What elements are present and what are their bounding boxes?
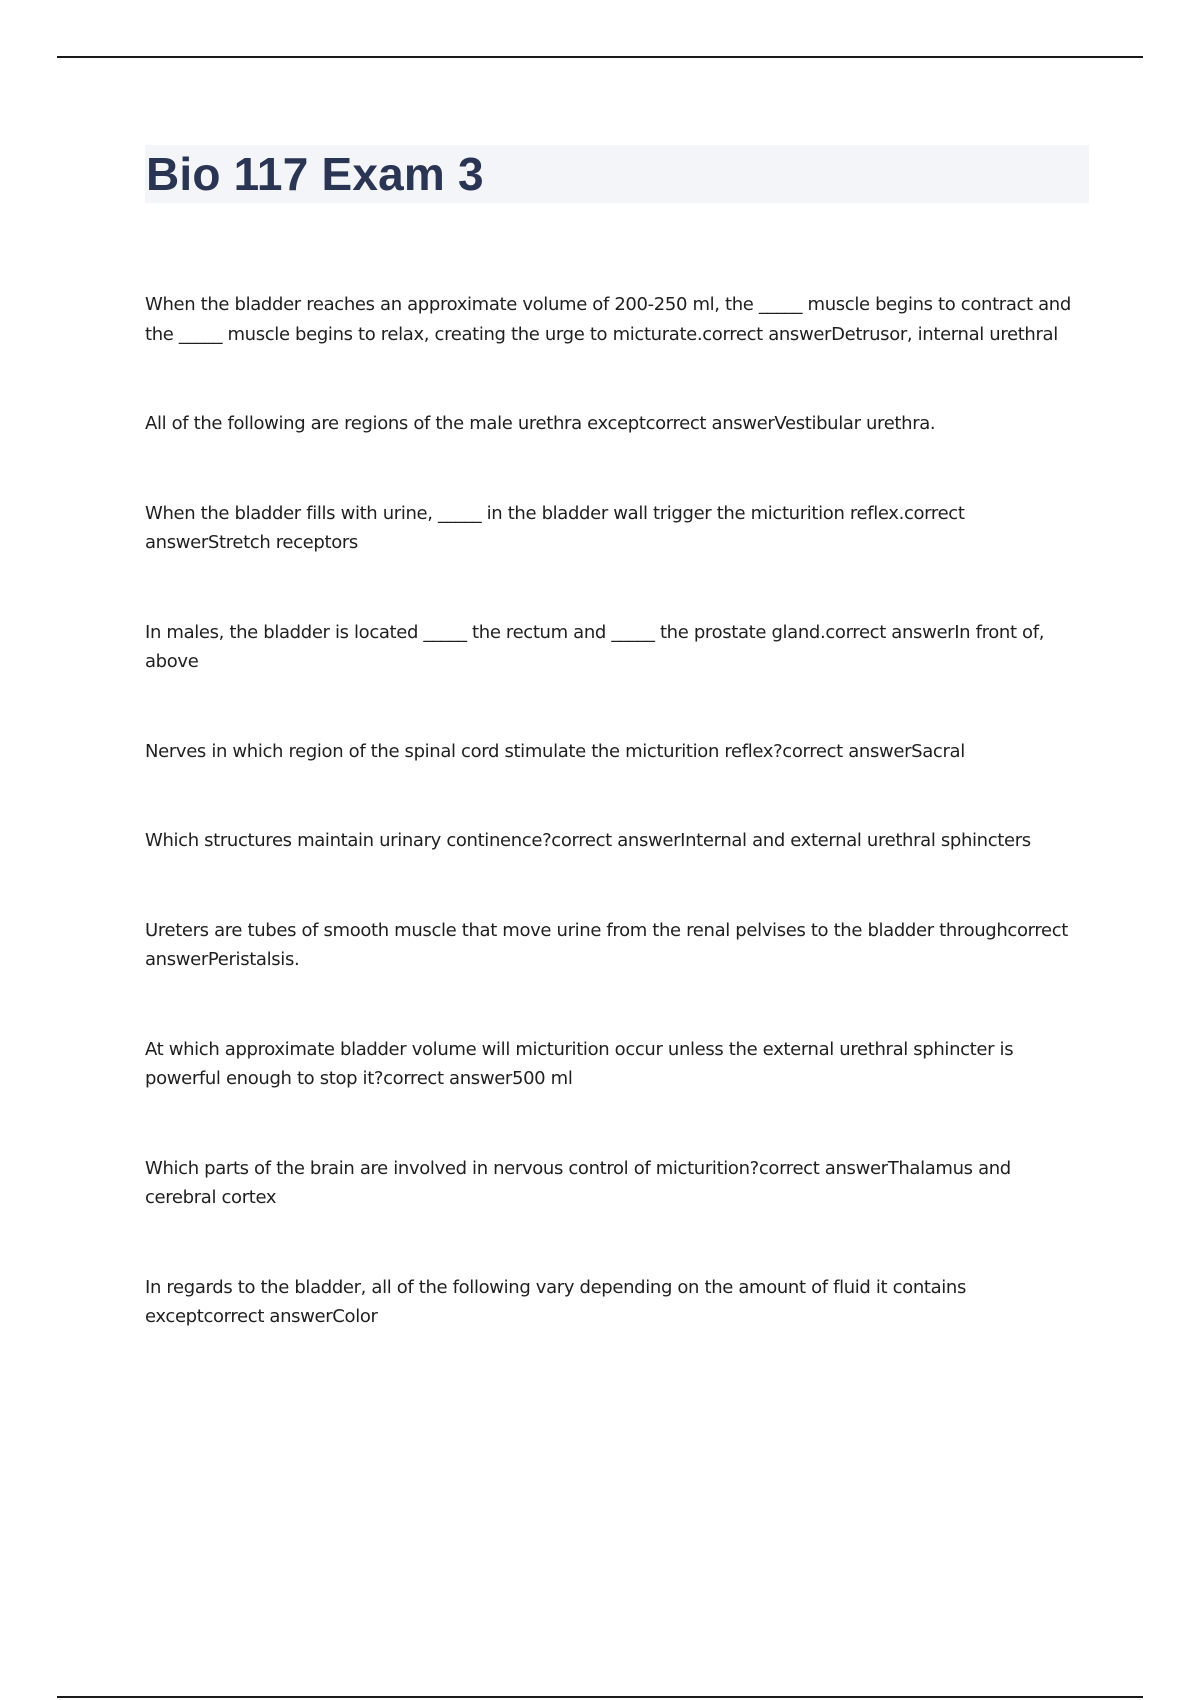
page-title: Bio 117 Exam 3 <box>146 148 484 200</box>
question-item: When the bladder reaches an approximate volume of 200-250 ml, the _____ muscle begins to contract and the _____ muscle begins to relax, creating the urge to micturate.correct answerDetrusor, internal urethral <box>145 294 1071 345</box>
question-item: At which approximate bladder volume will micturition occur unless the external urethral sphincter is powerful enough to stop it?correct answer500 ml <box>145 1038 1014 1089</box>
page-bottom-rule <box>57 1696 1143 1698</box>
question-item: All of the following are regions of the male urethra exceptcorrect answerVestibular urethra. <box>145 413 936 434</box>
question-item: Which parts of the brain are involved in nervous control of micturition?correct answerThalamus and cerebral cortex <box>145 1157 1011 1208</box>
question-list <box>145 290 1085 1332</box>
title-banner <box>145 145 1089 203</box>
question-item: Nerves in which region of the spinal cord stimulate the micturition reflex?correct answerSacral <box>145 740 965 762</box>
question-item: In regards to the bladder, all of the following vary depending on the amount of fluid it contains exceptcorrect answerColor <box>145 1276 967 1327</box>
page-top-rule <box>57 56 1143 58</box>
question-item: Which structures maintain urinary continence?correct answerInternal and external urethral sphincters <box>145 830 1031 851</box>
question-item: Ureters are tubes of smooth muscle that move urine from the renal pelvises to the bladder throughcorrect answerPeristalsis. <box>145 919 1069 970</box>
question-item: In males, the bladder is located _____ the rectum and _____ the prostate gland.correct answerIn front of, above <box>145 621 1045 672</box>
question-item: When the bladder fills with urine, _____ in the bladder wall trigger the micturition reflex.correct answerStretch receptors <box>145 502 965 553</box>
